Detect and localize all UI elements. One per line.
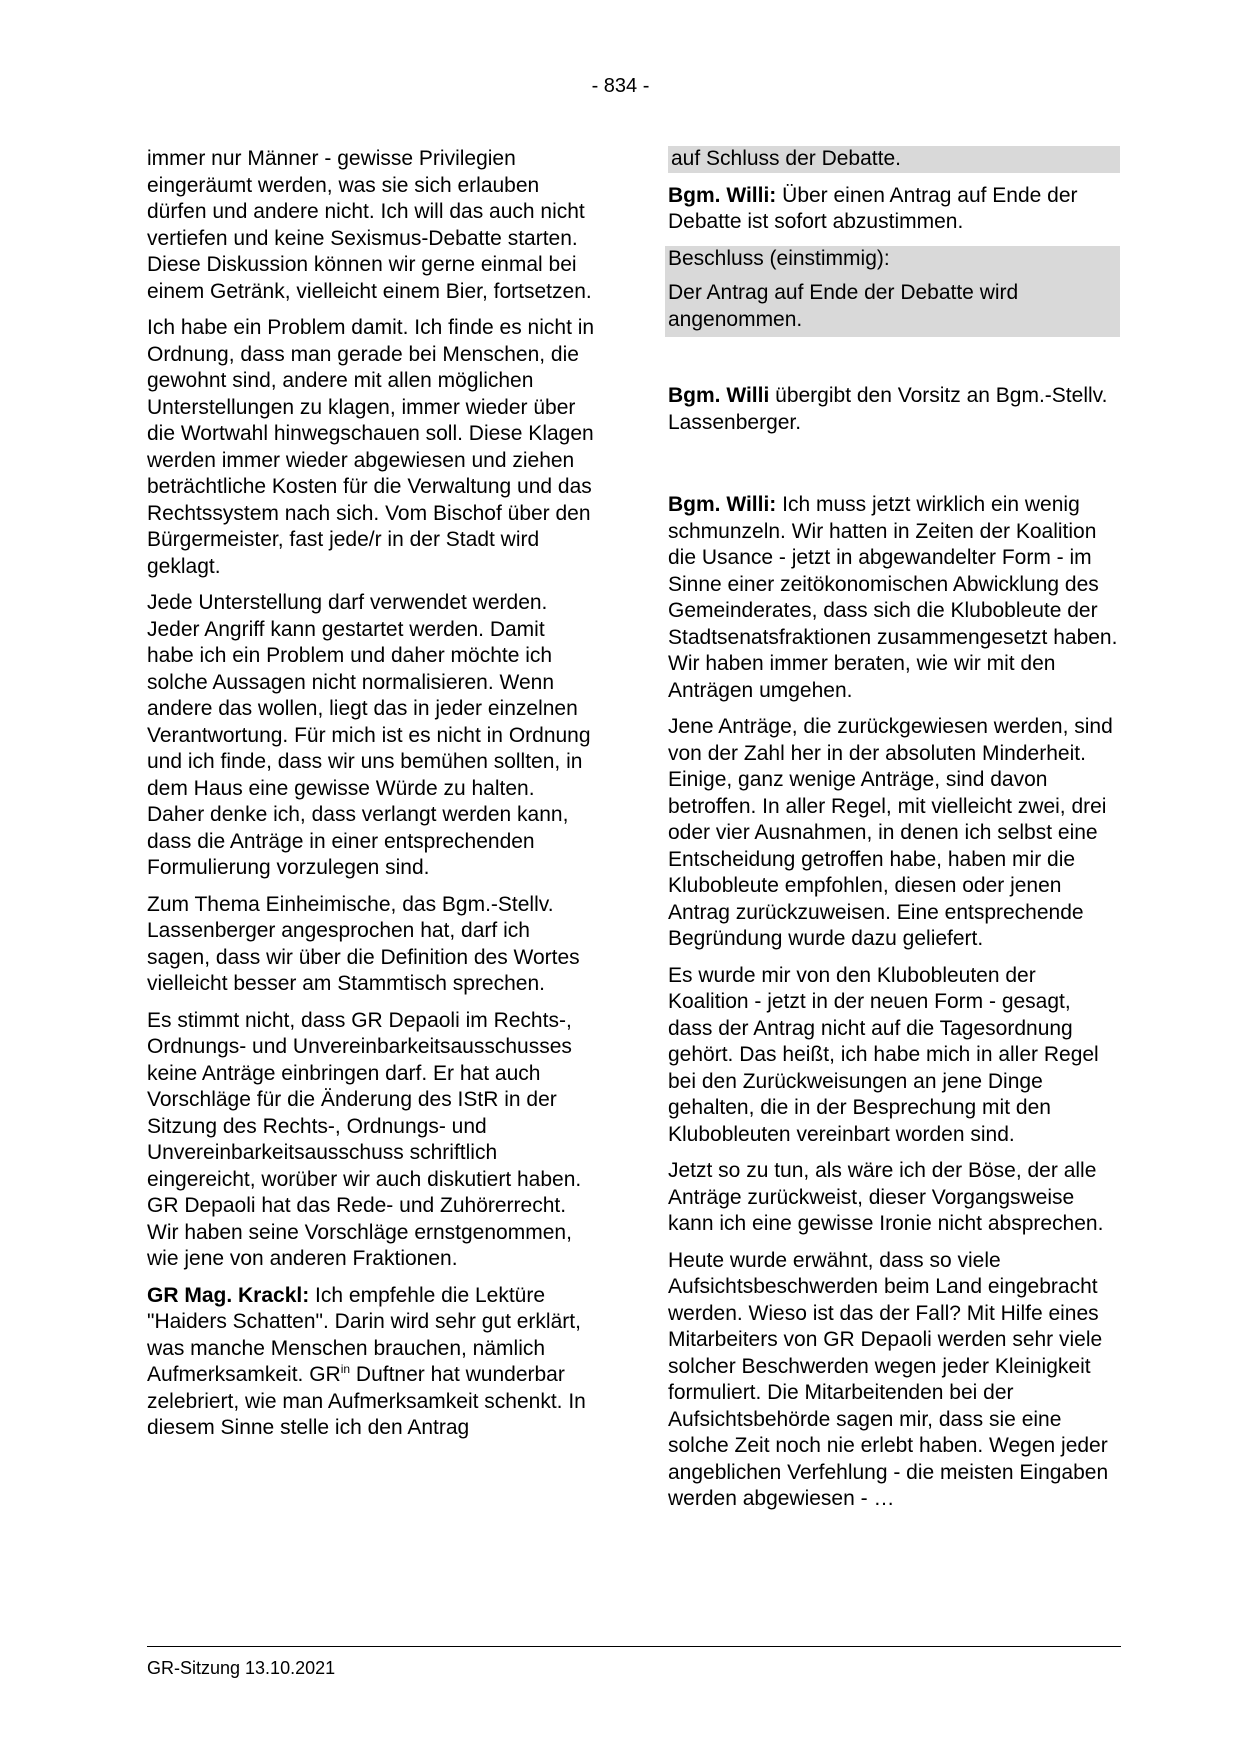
resolution-text: Der Antrag auf Ende der Debatte wird angenommen.	[668, 281, 1019, 331]
speaker-name: Bgm. Willi:	[668, 183, 777, 207]
paragraph: Es wurde mir von den Klubobleuten der Koalition - jetzt in der neuen Form - gesagt, dass der Antrag nicht auf die Tagesordnung gehört. Das heißt, ich habe mich in aller Regel bei den Zurückweisungen an jene Dinge gehalten, die in der Besprechung mit den Klubobleuten vereinbart worden sind.	[668, 963, 1099, 1146]
speaker-name: Bgm. Willi:	[668, 493, 777, 516]
page-number: - 834 -	[591, 75, 650, 97]
speech-text: Ich muss jetzt wirklich ein wenig schmunzeln. Wir hatten in Zeiten der Koalition die Usance - jetzt in abgewandelter Form - im Sinne einer zeitökonomischen Abwicklung des Gemeinderates, dass sich die Klubobleute der Stadtsenatsfraktionen zusammengesetzt haben. Wir haben immer beraten, wie wir mit den Anträgen umgehen.	[668, 493, 1118, 702]
paragraph: immer nur Männer - gewisse Privilegien eingeräumt werden, was sie sich erlauben dürfen und andere nicht. Ich will das auch nicht vertiefen und keine Sexismus-Debatte starten. Diese Diskussion können wir gerne einmal bei einem Getränk, vielleicht einem Bier, fortsetzen.	[147, 147, 592, 303]
speech-text: übergibt den Vorsitz an Bgm.-Stellv. Lassenberger.	[668, 384, 1108, 434]
paragraph: Jede Unterstellung darf verwendet werden. Jeder Angriff kann gestartet werden. Damit habe ich ein Problem und daher möchte ich solche Aussagen nicht normalisieren. Wenn andere das wollen, liegt das in jeder einzelnen Verantwortung. Für mich ist es nicht in Ordnung und ich finde, dass wir uns bemühen sollten, in dem Haus eine gewisse Würde zu halten. Daher denke ich, dass verlangt werden kann, dass die Anträge in einer entsprechenden Formulierung vorzulegen sind.	[147, 591, 591, 879]
speech-paragraph	[668, 183, 1120, 236]
footer-divider	[147, 1646, 1121, 1647]
spacer	[668, 337, 1120, 383]
speech-text: Duftner hat wunderbar zelebriert, wie man Aufmerksamkeit schenkt. In diesem Sinne stelle ich den Antrag	[147, 1363, 586, 1439]
speech-paragraph	[147, 1283, 597, 1442]
speech-paragraph	[668, 383, 1120, 436]
paragraph: Es stimmt nicht, dass GR Depaoli im Rechts-, Ordnungs- und Unvereinbarkeitsausschusses keine Anträge einbringen darf. Er hat auch Vorschläge für die Änderung des IStR in der Sitzung des Rechts-, Ordnungs- und Unvereinbarkeitsausschuss schriftlich eingereicht, worüber wir auch diskutiert haben. GR Depaoli hat das Rede- und Zuhörerrecht. Wir haben seine Vorschläge ernstgenommen, wie jene von anderen Fraktionen.	[147, 1008, 582, 1270]
speech-paragraph	[668, 492, 1120, 704]
resolution-label: Beschluss (einstimmig):	[668, 246, 890, 270]
motion-text: auf Schluss der Debatte.	[668, 146, 1120, 173]
superscript: in	[340, 1362, 351, 1376]
speaker-name: Bgm. Willi	[668, 384, 770, 407]
paragraph: Jetzt so zu tun, als wäre ich der Böse, der alle Anträge zurückweist, dieser Vorgangsweise kann ich eine gewisse Ironie nicht absprechen.	[668, 1159, 1104, 1235]
footer-text: GR-Sitzung 13.10.2021	[147, 1658, 336, 1678]
paragraph: Heute wurde erwähnt, dass so viele Aufsichtsbeschwerden beim Land eingebracht werden. Wieso ist das der Fall? Mit Hilfe eines Mitarbeiters von GR Depaoli werden sehr viele solcher Beschwerden wegen jeder Kleinigkeit formuliert. Die Mitarbeitenden bei der Aufsichtsbehörde sagen mir, dass sie eine solche Zeit noch nie erlebt haben. Wegen jeder angeblichen Verfehlung - die meisten Eingaben werden abgewiesen - …	[668, 1248, 1109, 1510]
paragraph: Ich habe ein Problem damit. Ich finde es nicht in Ordnung, dass man gerade bei Menschen, die gewohnt sind, andere mit allen möglichen Unterstellungen zu klagen, immer wieder über die Wortwahl hinwegschauen soll. Diese Klagen werden immer wieder abgewiesen und ziehen beträchtliche Kosten für die Verwaltung und das Rechtssystem nach sich. Vom Bischof über den Bürgermeister, fast jede/r in der Stadt wird geklagt.	[147, 316, 595, 578]
right-column	[668, 146, 1120, 1523]
speech-text: Über einen Antrag auf Ende der Debatte ist sofort abzustimmen.	[668, 183, 1078, 233]
paragraph: Zum Thema Einheimische, das Bgm.-Stellv. Lassenberger angesprochen hat, darf ich sagen, dass wir über die Definition des Wortes vielleicht besser am Stammtisch sprechen.	[147, 892, 580, 995]
paragraph: Jene Anträge, die zurückgewiesen werden, sind von der Zahl her in der absoluten Minderheit. Einige, ganz wenige Anträge, sind davon betroffen. In aller Regel, mit vielleicht zwei, drei oder vier Ausnahmen, in denen ich selbst eine Entscheidung getroffen habe, haben mir die Klubobleute empfohlen, diesen oder jenen Antrag zurückzuweisen. Eine entsprechende Begründung wurde dazu geliefert.	[668, 715, 1113, 950]
left-column	[147, 146, 597, 1452]
speech-text: Ich empfehle die Lektüre "Haiders Schatten". Darin wird sehr gut erklärt, was manche Menschen brauchen, nämlich Aufmerksamkeit. GR	[147, 1283, 581, 1386]
resolution-box	[665, 246, 1120, 338]
spacer	[668, 446, 1120, 492]
speaker-name: GR Mag. Krackl:	[147, 1283, 310, 1307]
